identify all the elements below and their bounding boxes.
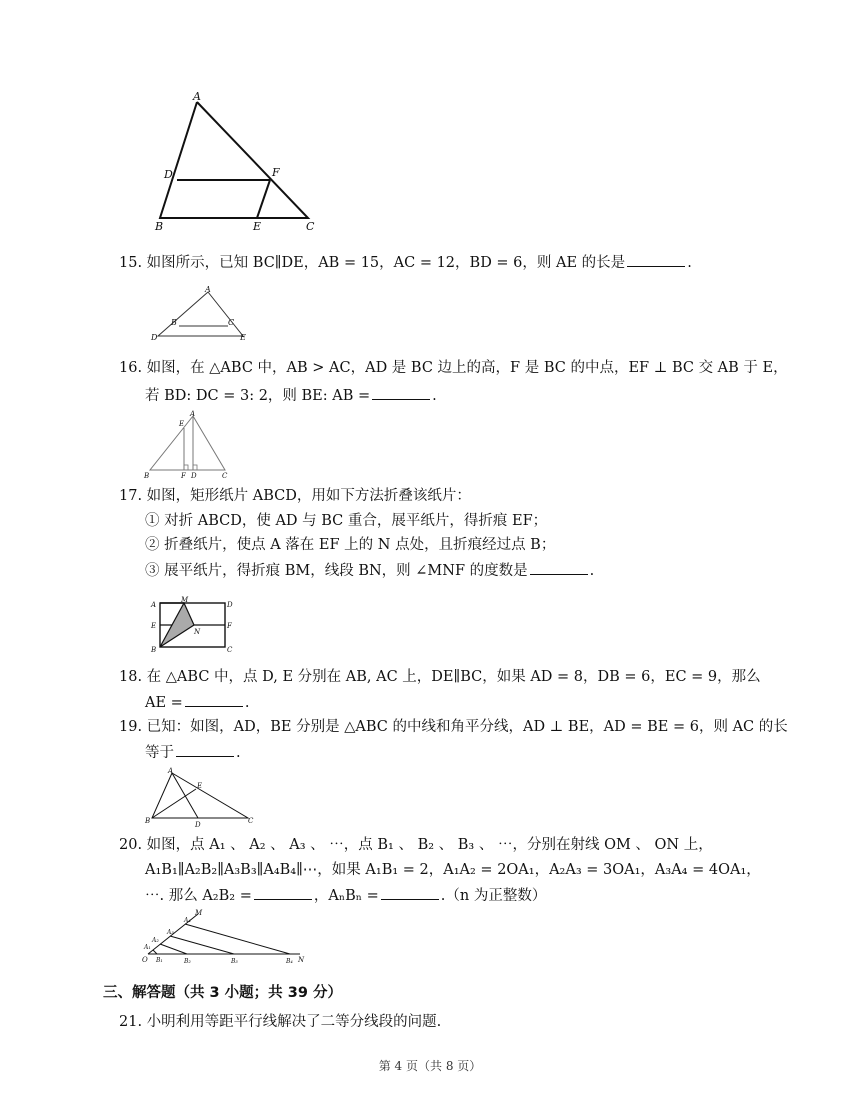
label-c: C	[228, 318, 235, 327]
label-m: M	[181, 596, 189, 604]
figure-triangle-abc-top	[150, 90, 330, 235]
q18-line2: AE = .	[145, 692, 249, 713]
label-b: B	[144, 472, 150, 480]
label-c: C	[306, 220, 315, 233]
label-e: E	[197, 782, 203, 790]
label-c: C	[222, 472, 228, 480]
label-e: E	[240, 333, 246, 342]
label-a2: A₂	[152, 937, 159, 944]
label-n: N	[194, 628, 201, 636]
label-a1: A₁	[144, 944, 151, 951]
section-heading: 三、解答题（共 3 小题；共 39 分）	[103, 985, 342, 1001]
label-d: D	[227, 601, 233, 609]
page-footer: 第 4 页（共 8 页）	[378, 1059, 482, 1073]
label-b4: B₄	[286, 958, 293, 965]
label-e: E	[253, 220, 262, 233]
label-f: F	[272, 166, 280, 179]
label-d: D	[164, 168, 173, 181]
q15-text: 15. 如图所示，已知 BC∥DE，AB = 15，AC = 12，BD = 6，则 AE 的长是 .	[119, 252, 692, 273]
q16-line2: 若 BD: DC = 3: 2，则 BE: AB = .	[145, 385, 437, 406]
figure-q17	[148, 595, 243, 657]
label-b: B	[151, 646, 157, 654]
q17-line1: 17. 如图，矩形纸片 ABCD，用如下方法折叠该纸片：	[119, 488, 471, 504]
label-b: B	[171, 318, 177, 327]
q18-line1: 18. 在 △ABC 中，点 D, E 分别在 AB, AC 上，DE∥BC，如果 AD = 8，DB = 6，EC = 9，那么	[119, 669, 761, 685]
q19-line1: 19. 已知：如图，AD，BE 分别是 △ABC 的中线和角平分线，AD ⊥ BE，AD = BE = 6，则 AC 的长	[119, 719, 788, 735]
label-b: B	[145, 817, 151, 825]
label-a4: A₄	[184, 917, 191, 924]
figure-q15	[148, 284, 258, 344]
label-a: A	[190, 410, 196, 418]
q16-line1: 16. 如图，在 △ABC 中，AB > AC，AD 是 BC 边上的高，F 是 BC 的中点，EF ⊥ BC 交 AB 于 E，	[119, 360, 788, 376]
figure-q20	[140, 908, 310, 968]
label-m: M	[195, 909, 203, 917]
label-f: F	[227, 622, 232, 630]
label-a: A	[205, 285, 211, 294]
q19-line2: 等于 .	[145, 742, 241, 763]
figure-q16	[140, 410, 240, 480]
label-b1: B₁	[156, 957, 163, 964]
q17-step3: ③ 展平纸片，得折痕 BM，线段 BN，则 ∠MNF 的度数是 .	[145, 560, 594, 581]
label-e: E	[179, 420, 185, 428]
label-o: O	[142, 956, 148, 964]
label-d: D	[191, 472, 197, 480]
label-f: F	[181, 472, 186, 480]
q20-line3: ⋯. 那么 A₂B₂ = ，AₙBₙ = .（n 为正整数）	[145, 885, 546, 906]
label-d: D	[151, 333, 158, 342]
label-c: C	[227, 646, 233, 654]
label-b2: B₂	[184, 958, 191, 965]
figure-q19	[140, 765, 260, 830]
q17-step1: ① 对折 ABCD，使 AD 与 BC 重合，展平纸片，得折痕 EF；	[145, 513, 548, 529]
q17-step2: ② 折叠纸片，使点 A 落在 EF 上的 N 点处，且折痕经过点 B；	[145, 537, 556, 553]
label-d: D	[195, 821, 201, 829]
label-a: A	[151, 601, 157, 609]
label-a: A	[193, 90, 201, 103]
q20-line1: 20. 如图，点 A₁ 、 A₂ 、 A₃ 、 ⋯，点 B₁ 、 B₂ 、 B₃ 、 ⋯，分别在射线 OM 、 ON 上，	[119, 837, 713, 853]
label-a3: A₃	[167, 929, 174, 936]
q21-text: 21. 小明利用等距平行线解决了二等分线段的问题.	[119, 1014, 442, 1030]
label-n: N	[298, 956, 305, 964]
q20-line2: A₁B₁∥A₂B₂∥A₃B₃∥A₄B₄∥⋯，如果 A₁B₁ = 2，A₁A₂ = 2OA₁，A₂A₃ = 3OA₁，A₃A₄ = 4OA₁，	[145, 862, 761, 878]
label-b: B	[155, 220, 164, 233]
label-b3: B₃	[231, 958, 238, 965]
label-c: C	[248, 817, 254, 825]
label-e: E	[151, 622, 157, 630]
label-a: A	[168, 767, 174, 775]
